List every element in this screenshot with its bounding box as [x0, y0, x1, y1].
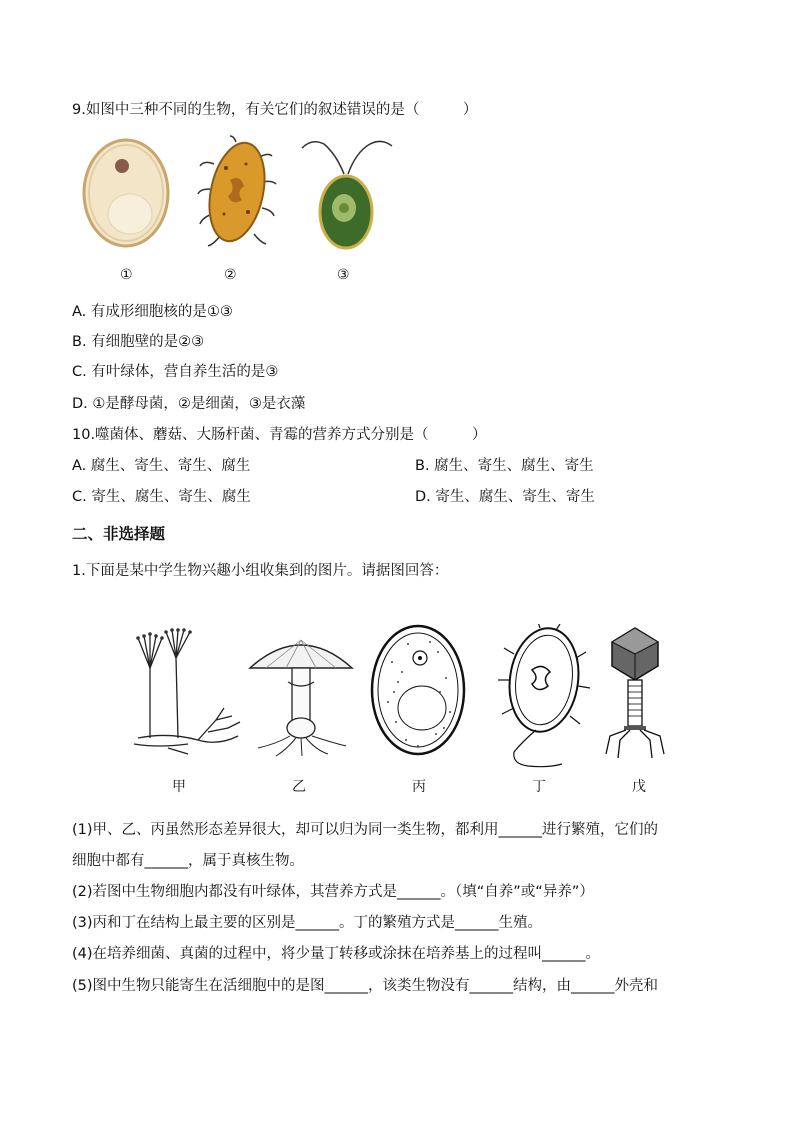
- mold-figure: [128, 628, 248, 758]
- figure-label-bing: 丙: [412, 779, 426, 795]
- q9-option-d: D. ①是酵母菌，②是细菌，③是衣藻: [72, 396, 306, 412]
- figure-label-ding: 丁: [532, 779, 546, 795]
- yeast-cell-figure: [80, 136, 172, 251]
- figure-label-yi: 乙: [292, 779, 306, 795]
- figure-label-wu: 戊: [632, 779, 646, 795]
- q10-option-c: C. 寄生、腐生、寄生、腐生: [72, 489, 251, 505]
- q10-question: 10.噬菌体、蘑菇、大肠杆菌、青霉的营养方式分别是（ ）: [72, 427, 487, 443]
- yeast-drawing-figure: [368, 622, 468, 758]
- mushroom-figure: [246, 632, 356, 758]
- figure-label-2: ②: [224, 267, 237, 283]
- subquestion-2: (2)若图中生物细胞内都没有叶绿体，其营养方式是______。（填“自养”或“异养”）: [72, 884, 594, 900]
- q9-question: 9.如图中三种不同的生物，有关它们的叙述错误的是（ ）: [72, 102, 478, 118]
- alga-figure: [296, 134, 396, 252]
- figure-label-3: ③: [337, 267, 350, 283]
- q10-option-b: B. 腐生、寄生、腐生、寄生: [415, 458, 594, 474]
- q9-option-a: A. 有成形细胞核的是①③: [72, 304, 233, 320]
- section-intro: 1.下面是某中学生物兴趣小组收集到的图片。请据图回答：: [72, 563, 449, 579]
- subquestion-4: (4)在培养细菌、真菌的过程中，将少量丁转移或涂抹在培养基上的过程叫______。: [72, 946, 601, 962]
- subquestion-1b: 细胞中都有______，属于真核生物。: [72, 853, 304, 869]
- section-heading: 二、非选择题: [72, 525, 166, 543]
- subquestion-1a: (1)甲、乙、丙虽然形态差异很大，却可以归为同一类生物，都利用______进行繁殖，它们的: [72, 822, 659, 838]
- q9-option-c: C. 有叶绿体，营自养生活的是③: [72, 364, 279, 380]
- bacterium-drawing-figure: [492, 624, 592, 770]
- subquestion-3: (3)丙和丁在结构上最主要的区别是______。丁的繁殖方式是______生殖。: [72, 915, 543, 931]
- phage-figure: [600, 624, 670, 760]
- q9-option-b: B. 有细胞壁的是②③: [72, 334, 205, 350]
- subquestion-5: (5)图中生物只能寄生在活细胞中的是图______，该类生物没有______结构，由______外壳和: [72, 978, 659, 994]
- bacterium-figure: [196, 134, 278, 252]
- q10-option-a: A. 腐生、寄生、寄生、腐生: [72, 458, 251, 474]
- figure-label-jia: 甲: [172, 779, 186, 795]
- figure-label-1: ①: [120, 267, 133, 283]
- q10-option-d: D. 寄生、腐生、寄生、寄生: [415, 489, 595, 505]
